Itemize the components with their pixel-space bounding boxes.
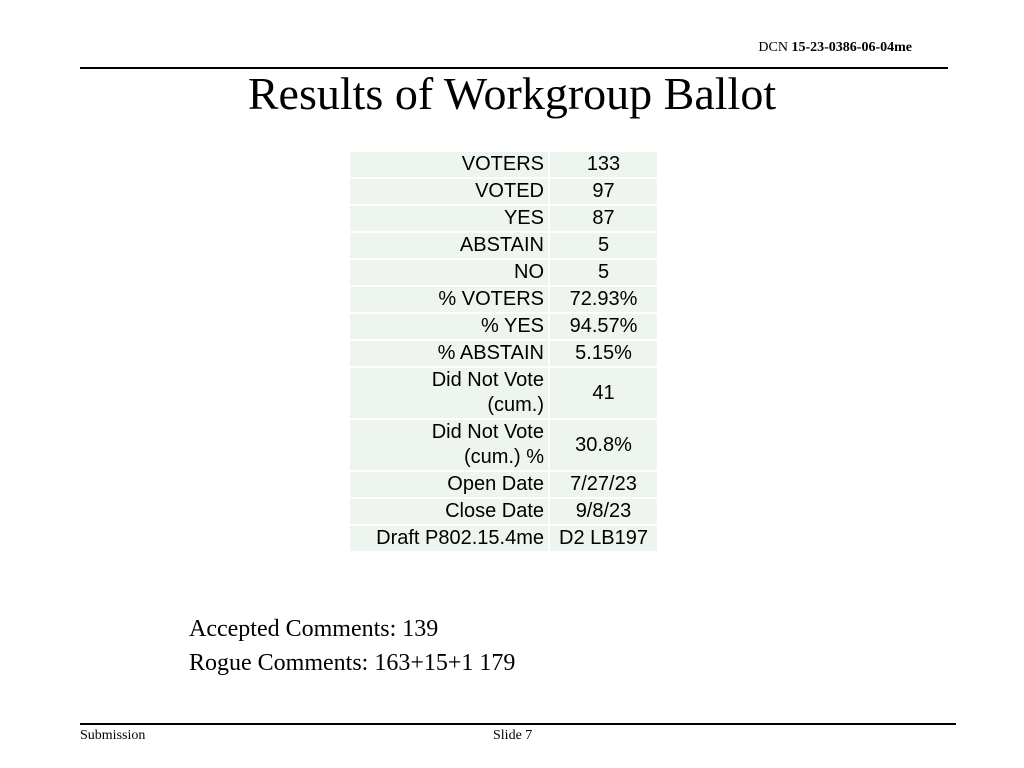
- slide-title: Results of Workgroup Ballot: [247, 68, 777, 119]
- row-label: % YES: [350, 314, 548, 339]
- table-row: [350, 233, 657, 258]
- accepted-comments: Accepted Comments: 139: [189, 616, 439, 642]
- table-row: [350, 206, 657, 231]
- dcn-number: 15-23-0386-06-04me: [791, 40, 912, 55]
- row-value: 7/27/23: [548, 472, 657, 497]
- footer-submission: Submission: [80, 728, 146, 743]
- row-label-line: Did Not Vote: [431, 369, 544, 391]
- row-label: VOTED: [350, 179, 548, 204]
- row-label: Draft P802.15.4me: [350, 526, 548, 551]
- row-value: 133: [548, 152, 657, 177]
- row-label: [350, 420, 548, 470]
- table-row: [350, 341, 657, 366]
- table-row: [350, 472, 657, 497]
- row-value: 87: [548, 206, 657, 231]
- row-label: % ABSTAIN: [350, 341, 548, 366]
- footer-divider: [80, 723, 956, 725]
- table-row: [350, 152, 657, 177]
- row-label: YES: [350, 206, 548, 231]
- table-row: [350, 314, 657, 339]
- row-label: [350, 368, 548, 418]
- table-row: [350, 526, 657, 551]
- comments-summary: [189, 612, 515, 680]
- row-value: 72.93%: [548, 287, 657, 312]
- row-label-line: (cum.) %: [464, 446, 544, 468]
- ballot-results-table: [350, 150, 657, 553]
- row-label-line: Did Not Vote: [431, 421, 544, 443]
- table-row: [350, 420, 657, 470]
- row-value: 30.8%: [548, 420, 657, 470]
- row-label-line: (cum.): [487, 394, 544, 416]
- row-value: D2 LB197: [548, 526, 657, 551]
- row-value: 5.15%: [548, 341, 657, 366]
- row-label: Open Date: [350, 472, 548, 497]
- row-label: Close Date: [350, 499, 548, 524]
- row-label: % VOTERS: [350, 287, 548, 312]
- row-value: 9/8/23: [548, 499, 657, 524]
- row-value: 5: [548, 233, 657, 258]
- row-value: 94.57%: [548, 314, 657, 339]
- table-row: [350, 179, 657, 204]
- row-label: NO: [350, 260, 548, 285]
- table-row: [350, 287, 657, 312]
- rogue-comments: Rogue Comments: 163+15+1 179: [189, 650, 516, 676]
- table-row: [350, 260, 657, 285]
- dcn-prefix: DCN: [758, 40, 788, 55]
- row-value: 41: [548, 368, 657, 418]
- row-value: 5: [548, 260, 657, 285]
- table-row: [350, 368, 657, 418]
- table-row: [350, 499, 657, 524]
- row-value: 97: [548, 179, 657, 204]
- footer-slide-number: Slide 7: [493, 728, 533, 743]
- row-label: ABSTAIN: [350, 233, 548, 258]
- row-label: VOTERS: [350, 152, 548, 177]
- document-control-number: [758, 40, 912, 56]
